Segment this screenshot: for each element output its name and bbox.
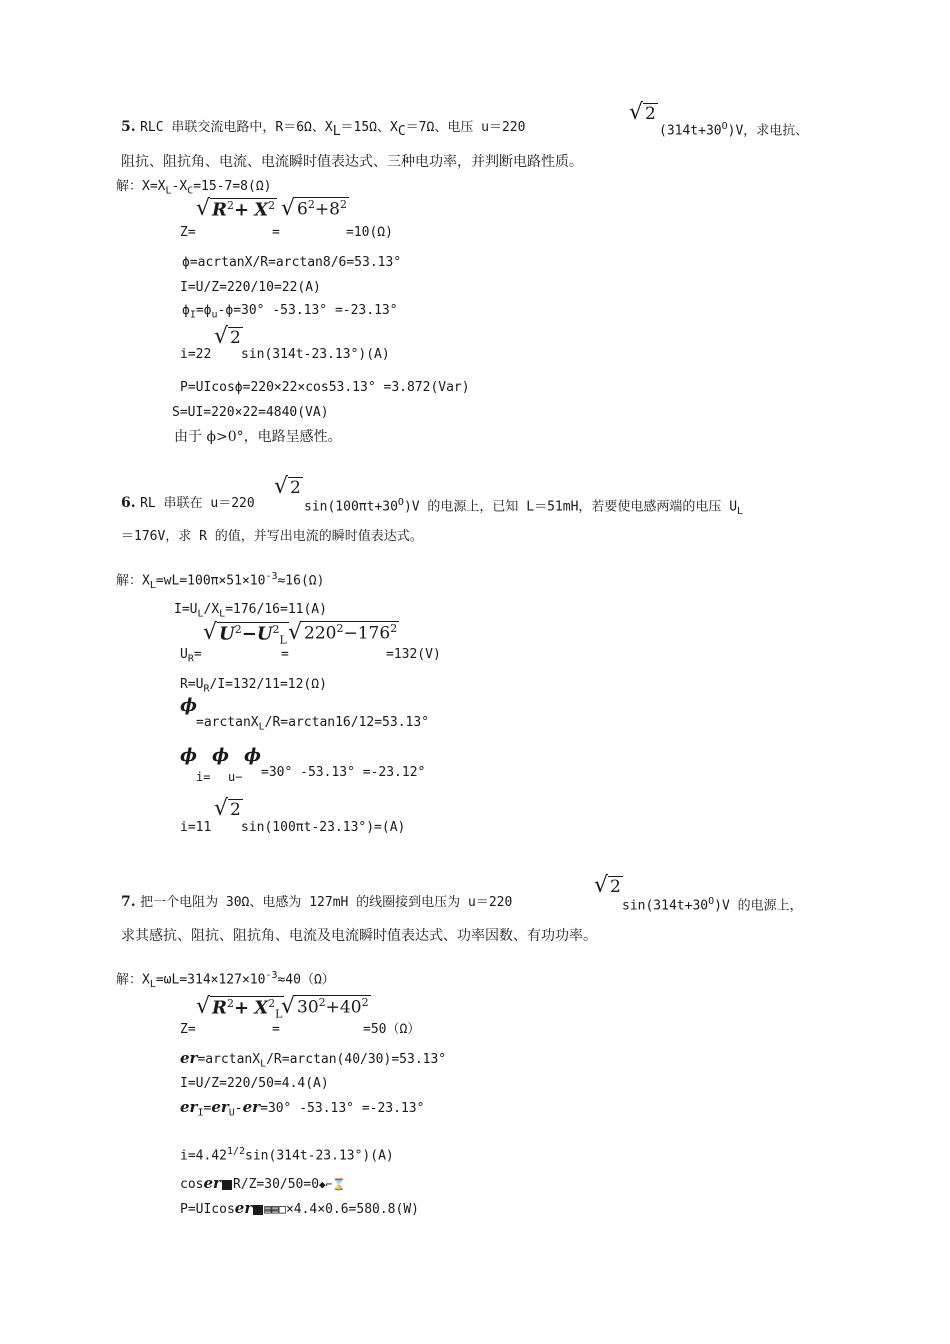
resistance-line: $R=U_R/I=132/11=12(\Omega)$ bbox=[180, 677, 327, 695]
sqrt-2-symbol: √ 2 bbox=[274, 474, 301, 499]
phi-i-subscripts: i= bbox=[196, 770, 211, 784]
phi-i-result: =30° -53.13° =-23.12° bbox=[261, 765, 426, 780]
problem-7-statement-line1-tail: $\sin(314t+30^O)V$ 的电源上， bbox=[622, 896, 803, 914]
problem-6-solution-head: 解：$X_L=wL=100\pi\times 51\times 10^{-3}\approx 16(\Omega)$ bbox=[116, 571, 325, 591]
sqrt-2-symbol: √ 2 bbox=[214, 796, 241, 821]
ur-numeric-sqrt: √ $220^2-176^2$ bbox=[288, 620, 398, 645]
current-line: $I=U_L/X_L=176/16=11(A)$ bbox=[174, 602, 327, 620]
z-formula-sqrt: √ $R^2+ X^2$ bbox=[196, 196, 276, 221]
z-result: =10(Ω) bbox=[346, 225, 393, 240]
problem-7-solution-head: 解：$X_L=\omega L=314\times 127\times 10^{-3}\approx 40(\Omega)$ bbox=[116, 970, 335, 990]
problem-number: 6. bbox=[121, 495, 136, 511]
problem-7-statement-line2: 求其感抗、阻抗、阻抗角、电流及电流瞬时值表达式、功率因数、有功功率。 bbox=[121, 928, 597, 944]
problem-7-statement-line1: 7. 把一个电阻为 30Ω、电感为 127mH 的线圈接到电压为 u＝220 bbox=[121, 894, 513, 910]
problem-6-statement-line2: ＝176V，求 R 的值，并写出电流的瞬时值表达式。 bbox=[121, 529, 423, 544]
ur-eq: = bbox=[281, 647, 289, 662]
phi-symbol: ϕ bbox=[244, 745, 261, 766]
current-line: I=U/Z=220/10=22(A) bbox=[180, 280, 321, 295]
z-eq: = bbox=[272, 1022, 280, 1037]
phi-line: =arctanX$_L$/R=arctan16/12=53.13° bbox=[196, 715, 430, 733]
z-formula-sqrt: √ $R^2+ X^2_L$ bbox=[196, 994, 283, 1021]
ur-formula-sqrt: √ $U^2-U^2_L$ bbox=[203, 620, 287, 647]
z-label: Z= bbox=[180, 1022, 196, 1037]
ur-result: =132(V) bbox=[386, 647, 441, 662]
problem-5-statement-line1-tail: $(314t+30^O)V$，求电抗、 bbox=[659, 121, 809, 139]
apparent-power-line: S=UI=220×22=4840(VA) bbox=[172, 405, 329, 420]
current-line: I=U/Z=220/50=4.4(A) bbox=[180, 1076, 329, 1091]
active-power-line: P=UIcosϕ=220×22×cos53.13° =3.872(Var) bbox=[180, 380, 470, 395]
instantaneous-current-a: i=22 bbox=[180, 347, 212, 362]
phi-symbol: ϕ bbox=[180, 745, 197, 766]
garbled-glyph-icon bbox=[222, 1180, 232, 1190]
problem-5-solution-head: 解：$X=X_L-X_C=15-7=8(\Omega)$ bbox=[116, 179, 272, 197]
problem-6-statement-line1-tail: $\sin(100\pi t+30^O)V$ 的电源上，已知 L＝51mH，若要使电感两端的电压 $U_L$ bbox=[304, 497, 744, 517]
problem-number: 5. bbox=[121, 119, 136, 135]
garbled-glyph-icon bbox=[253, 1205, 263, 1215]
garbled-symbols: ▤▤□ bbox=[264, 1202, 286, 1216]
power-factor-line: coser R/Z=30/50=0◆⌐⌛ bbox=[180, 1174, 346, 1192]
z-eq: = bbox=[272, 225, 280, 240]
phi-i-line: $\phi_I=\phi_u-\phi=30^\circ$ -53.13° =-23.13° bbox=[182, 303, 398, 321]
problem-5-statement-line2: 阻抗、阻抗角、电流、电流瞬时值表达式、三种电功率，并判断电路性质。 bbox=[121, 154, 583, 170]
phi-symbol: ϕ bbox=[212, 745, 229, 766]
sqrt-2-symbol: √ 2 bbox=[594, 873, 621, 898]
problem-5-statement-line1: 5. RLC 串联交流电路中，R＝6Ω、$X_L=15\Omega$、$X_C=7\Omega$、电压 u＝220 bbox=[121, 119, 526, 139]
z-numeric-sqrt: √ $30^2+40^2$ bbox=[281, 994, 369, 1019]
phi-line: er=arctanX$_L$/R=arctan(40/30)=53.13° bbox=[180, 1049, 447, 1070]
instantaneous-current-a: i=11 bbox=[180, 820, 212, 835]
instantaneous-current-b: sin(314t-23.13°)(A) bbox=[241, 347, 390, 362]
phi-symbol: ϕ bbox=[180, 695, 197, 716]
sqrt-2-symbol: √ 2 bbox=[629, 100, 656, 125]
active-power-line: P=UIcoser ▤▤□×4.4×0.6=580.8(W) bbox=[180, 1199, 419, 1217]
conclusion-line: 由于 ϕ>0°，电路呈感性。 bbox=[174, 429, 342, 445]
sqrt-2-symbol: √ 2 bbox=[214, 324, 241, 349]
instantaneous-current-b: sin(100πt-23.13°)=(A) bbox=[241, 820, 406, 835]
phi-line: ϕ=acrtanX/R=arctan8/6=53.13° bbox=[182, 255, 402, 270]
phi-u-subscript: u− bbox=[228, 770, 243, 784]
ur-label: $U_R=$ bbox=[180, 647, 202, 665]
problem-6-statement-line1: 6. RL 串联在 u＝220 bbox=[121, 495, 255, 511]
phi-i-line: $er_I=er_U-er=30^\circ$ -53.13° =-23.13° bbox=[180, 1098, 425, 1119]
instantaneous-current: $i=4.42^{1/2}\sin(314t-23.13^\circ)(A)$ bbox=[180, 1146, 394, 1164]
z-numeric-sqrt: √ $6^2+8^2$ bbox=[281, 196, 347, 221]
z-result: =50（Ω） bbox=[363, 1022, 421, 1037]
garbled-symbols: ◆⌐⌛ bbox=[319, 1178, 346, 1191]
problem-number: 7. bbox=[121, 894, 136, 910]
z-label: Z= bbox=[180, 225, 196, 240]
